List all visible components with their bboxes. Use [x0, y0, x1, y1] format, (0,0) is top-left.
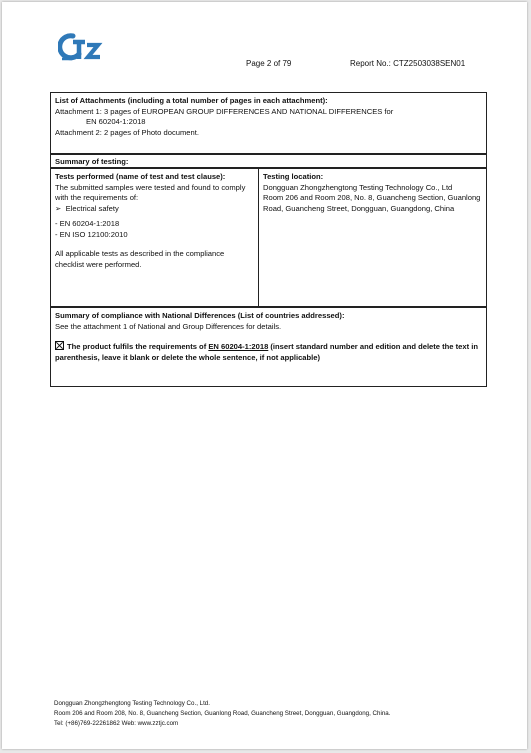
standard-1: - EN 60204-1:2018: [55, 219, 120, 228]
footer-company: Dongguan Zhongzhengtong Testing Technology Co., Ltd.: [54, 700, 210, 707]
footer-address: Room 206 and Room 208, No. 8, Guancheng Section, Guanlong Road, Guancheng Street, Dongguan, Guangdong, China.: [54, 710, 391, 717]
testing-company: Dongguan Zhongzhengtong Testing Technology Co., Ltd: [263, 182, 453, 192]
tests-performed-cell: [51, 169, 259, 306]
tests-location-section: [50, 168, 487, 307]
summary-testing-section: [50, 154, 487, 168]
document-page: [2, 2, 527, 749]
page-footer: [54, 699, 390, 729]
tests-intro: The submitted samples were tested and found to comply with the requirements of:: [55, 182, 246, 202]
fulfil-standard: EN 60204-1:2018: [208, 342, 269, 351]
attachment-2-line: Attachment 2: 2 pages of Photo document.: [55, 127, 199, 137]
tests-bullet: [55, 204, 254, 215]
checked-box-icon: [55, 341, 64, 350]
report-number: Report No.: CTZ2503038SEN01: [350, 59, 466, 68]
ctz-logo: [58, 32, 104, 64]
testing-location-title: Testing location:: [263, 172, 324, 181]
fulfil-prefix: The product fulfils the requirements of: [67, 342, 209, 351]
national-differences-text: See the attachment 1 of National and Group Differences for details.: [55, 321, 282, 331]
page-number: Page 2 of 79: [246, 59, 292, 68]
national-differences-section: [50, 307, 487, 387]
fulfil-suffix: (insert standard number and edition and delete the text in parenthesis, leave it blank or delete the whole sentence, if not applicable): [55, 342, 478, 362]
fulfil-statement: [55, 341, 482, 363]
tests-performed-title: Tests performed (name of test and test clause):: [55, 172, 226, 181]
standard-2: - EN ISO 12100:2010: [55, 229, 128, 239]
summary-testing-title: Summary of testing:: [55, 157, 129, 166]
attachments-title: List of Attachments (including a total number of pages in each attachment):: [55, 96, 328, 105]
tests-conclusion: All applicable tests as described in the compliance checklist were performed.: [55, 249, 225, 269]
attachment-1-standard: EN 60204-1:2018: [86, 117, 146, 126]
attachment-1-line: Attachment 1: 3 pages of EUROPEAN GROUP DIFFERENCES AND NATIONAL DIFFERENCES for: [55, 106, 394, 116]
tests-bullet-label: Electrical safety: [65, 203, 119, 213]
attachments-section: [50, 92, 487, 154]
testing-address: Room 206 and Room 208, No. 8, Guancheng Section, Guanlong Road, Guancheng Street, Dongguan, Guangdong, China: [263, 193, 481, 213]
testing-location-cell: [259, 169, 486, 306]
footer-contact: Tel: (+86)769-22261862 Web: www.zztjc.com: [54, 720, 179, 727]
bullet-arrow-icon: ➢: [55, 203, 62, 213]
national-differences-title: Summary of compliance with National Differences (List of countries addressed):: [55, 311, 345, 320]
